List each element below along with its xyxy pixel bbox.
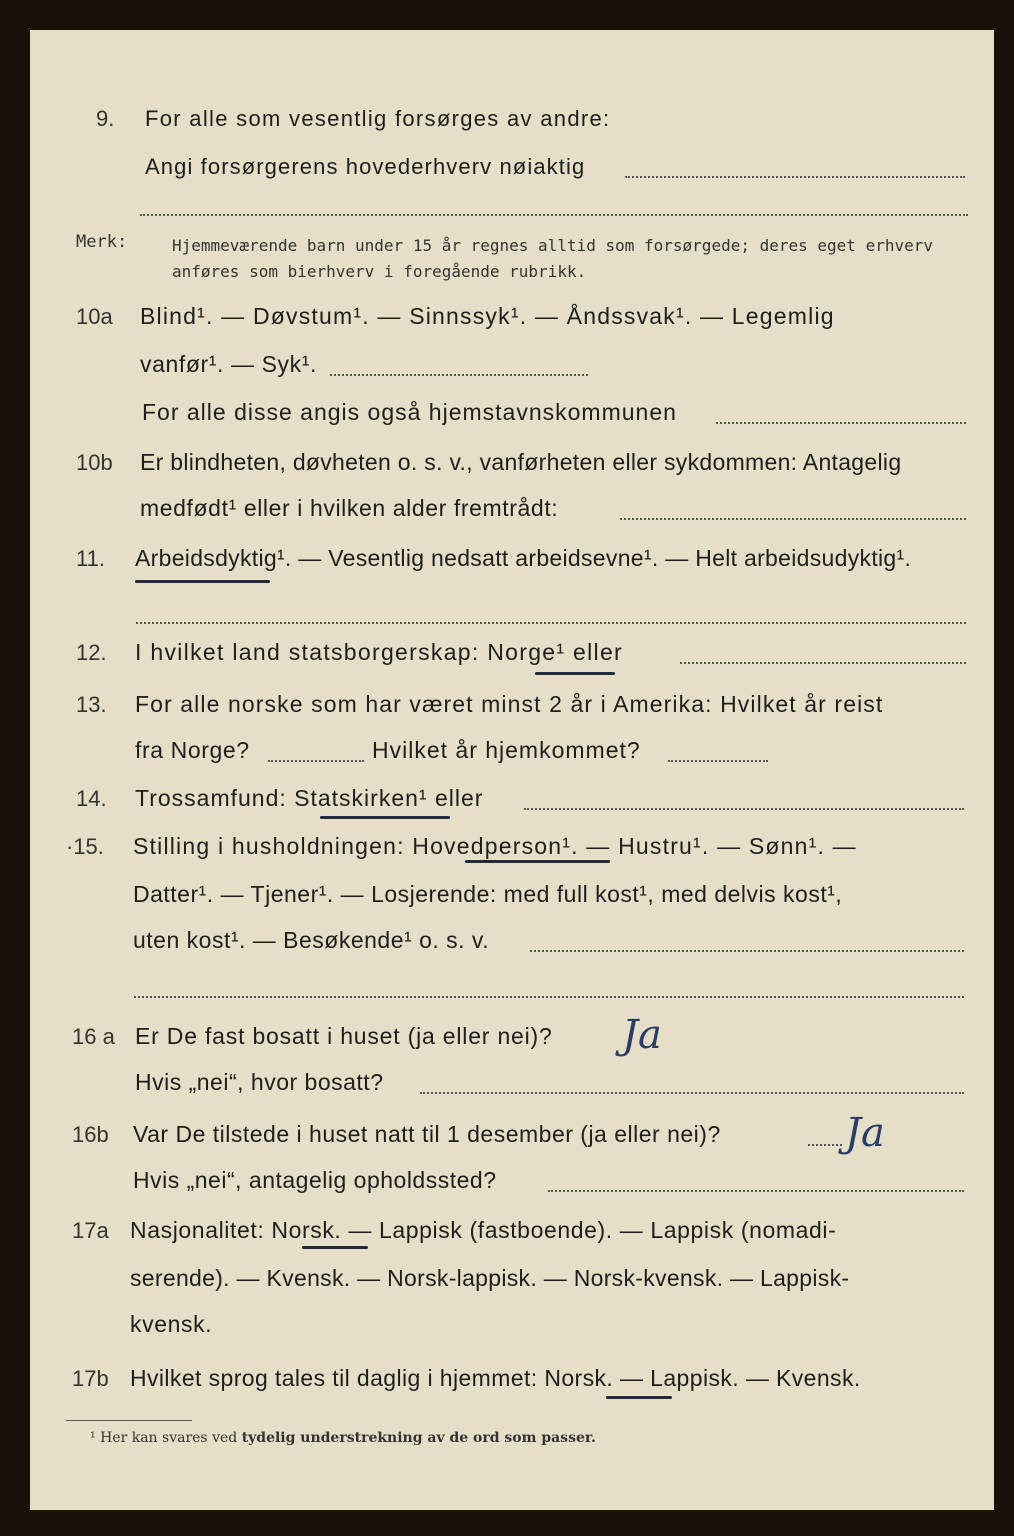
q15-underline-hovedperson [465,860,610,863]
footnote-marker: ¹ [90,1430,96,1446]
q13-number: 13. [76,692,107,717]
q11-underline-arbeidsdyktig [135,580,270,583]
q16a-number: 16 a [72,1024,115,1049]
q10b-row-2 [0,490,1014,530]
q10a-number: 10a [76,304,113,329]
q10a-row-3 [0,394,1014,434]
q9-answer-line[interactable] [625,176,965,178]
q10a-text-2: vanfør¹. — Syk¹. [140,351,318,377]
footnote-rule [66,1420,192,1421]
q15-text-1: Stilling i husholdningen: Hovedperson¹. — Hustru¹. — Sønn¹. — [133,833,857,859]
q12-row-1 [0,634,1014,674]
q10a-row-1 [0,298,1014,338]
q10a-hjemstavn-line[interactable] [716,422,966,424]
q17a-row-3 [0,1306,1014,1346]
q15-row-3 [0,922,1014,962]
q16b-text-1: Var De tilstede i huset natt til 1 desember (ja eller nei)? [133,1121,721,1147]
footnote [90,1430,596,1446]
q14-underline-statskirken [320,816,450,819]
q17a-text-3: kvensk. [130,1311,213,1337]
q13-reist-line[interactable] [268,760,364,762]
q13-hjemkommet-line[interactable] [668,760,768,762]
q15-number: ·15. [66,834,104,859]
q9-text-1: For alle som vesentlig forsørges av andre: [145,106,611,131]
q16b-handwritten-answer: Ja [845,1110,885,1156]
merk-text-1: Hjemmeværende barn under 15 år regnes alltid som forsørgede; deres eget erhverv [172,236,933,255]
q11-row-2 [0,594,1014,634]
q14-number: 14. [76,786,107,811]
q15-answer-line[interactable] [530,950,964,952]
q14-answer-line[interactable] [524,808,964,810]
q17a-text-1: Nasjonalitet: Norsk. — Lappisk (fastboende). — Lappisk (nomadi- [130,1217,837,1243]
q10a-text-1: Blind¹. — Døvstum¹. — Sinnssyk¹. — Åndssvak¹. — Legemlig [140,303,835,329]
q14-row-1 [0,780,1014,820]
q16a-text-2: Hvis „nei“, hvor bosatt? [135,1069,384,1095]
q13-text-2a: fra Norge? [135,737,250,763]
q11-number: 11. [76,546,105,571]
q10b-row-1 [0,444,1014,484]
q12-answer-line[interactable] [680,662,966,664]
q16a-row-1 [0,1018,1014,1058]
q17b-number: 17b [72,1366,109,1391]
q10b-text-1: Er blindheten, døvheten o. s. v., vanførheten eller sykdommen: Antagelig [140,449,902,475]
q17a-underline-norsk [302,1246,368,1249]
q17a-text-2: serende). — Kvensk. — Norsk-lappisk. — Norsk-kvensk. — Lappisk- [130,1265,850,1291]
q15-row-2 [0,876,1014,916]
q9-number: 9. [96,106,115,131]
q12-text-1: I hvilket land statsborgerskap: Norge¹ eller [135,639,624,665]
q15-answer-line-2[interactable] [134,996,964,998]
footnote-plain: Her kan svares ved [100,1430,238,1446]
q10a-row-2 [0,346,1014,386]
q17b-text-1: Hvilket sprog tales til daglig i hjemmet: Norsk. — Lappisk. — Kvensk. [130,1365,861,1391]
footnote-bold: tydelig understrekning av de ord som passer. [241,1430,596,1446]
q16a-text-1: Er De fast bosatt i huset (ja eller nei)? [135,1023,553,1049]
q16b-number: 16b [72,1122,109,1147]
q9-text-2: Angi forsørgerens hovederhverv nøiaktig [145,154,586,179]
q16b-text-2: Hvis „nei“, antagelig opholdssted? [133,1167,497,1193]
q17a-row-1 [0,1212,1014,1252]
q13-row-1 [0,686,1014,726]
q16b-row-2 [0,1162,1014,1202]
q17b-underline-norsk [606,1396,672,1399]
merk-text-2: anføres som bierhverv i foregående rubrikk. [172,262,587,281]
merk-label: Merk: [76,232,128,252]
q9-row-2 [0,148,1014,188]
q16a-handwritten-answer: Ja [622,1012,662,1058]
q11-answer-line[interactable] [136,622,966,624]
q9-row-1 [0,100,1014,140]
q13-row-2 [0,732,1014,772]
q15-text-3: uten kost¹. — Besøkende¹ o. s. v. [133,927,490,953]
q16b-opholdssted-line[interactable] [548,1190,964,1192]
q13-text-1: For alle norske som har været minst 2 år i Amerika: Hvilket år reist [135,691,884,717]
q11-text-1: Arbeidsdyktig¹. — Vesentlig nedsatt arbeidsevne¹. — Helt arbeidsudyktig¹. [135,545,912,571]
q9-answer-line-2[interactable] [140,214,968,216]
q14-text-1: Trossamfund: Statskirken¹ eller [135,785,484,811]
q15-row-4 [0,968,1014,1008]
q17a-row-2 [0,1260,1014,1300]
q12-underline-norge [535,672,615,675]
q10b-answer-line[interactable] [620,518,966,520]
q17a-number: 17a [72,1218,109,1243]
q10a-answer-line[interactable] [330,374,588,376]
q10b-text-2: medfødt¹ eller i hvilken alder fremtrådt: [140,495,559,521]
q16a-answer-line[interactable] [420,1092,964,1094]
q17b-row-1 [0,1360,1014,1400]
q15-text-2: Datter¹. — Tjener¹. — Losjerende: med full kost¹, med delvis kost¹, [133,881,843,907]
q11-row-1 [0,540,1014,580]
q16b-answer-line[interactable] [808,1144,842,1146]
q13-text-2b: Hvilket år hjemkommet? [372,737,641,763]
q9-row-3 [0,186,1014,226]
q10b-number: 10b [76,450,113,475]
q16a-row-2 [0,1064,1014,1104]
q12-number: 12. [76,640,107,665]
q10a-text-3: For alle disse angis også hjemstavnskommunen [142,399,677,425]
